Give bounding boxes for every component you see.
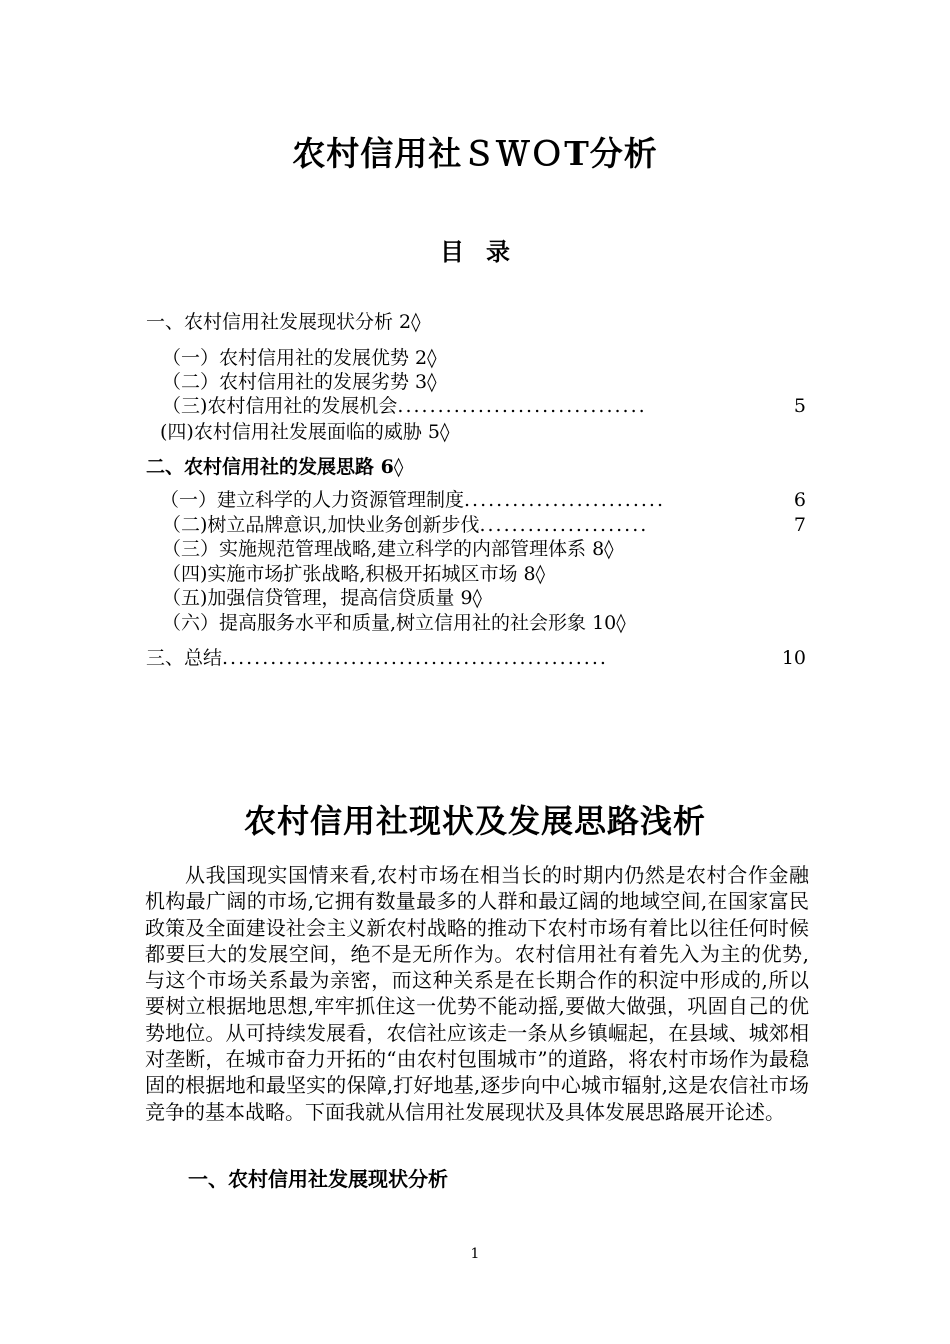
- toc-heading: 目录: [440, 237, 532, 266]
- toc-entry[interactable]: [162, 586, 482, 610]
- toc-entry[interactable]: [162, 537, 614, 561]
- toc-entry-mark: ◊: [472, 587, 482, 609]
- subsection-heading: 一、农村信用社发展现状分析: [188, 1167, 448, 1191]
- toc-page-number: 6: [793, 489, 806, 511]
- toc-entry-mark: ◊: [604, 538, 614, 560]
- toc-entry-text: （四)实施市场扩张战略,积极开拓城区市场 8: [162, 563, 536, 585]
- toc-entry[interactable]: [160, 488, 806, 512]
- toc-entry-mark: ◊: [427, 371, 437, 393]
- toc-entry-text: （三)农村信用社的发展机会: [162, 395, 398, 417]
- toc-leader-dots: .........................: [464, 489, 666, 511]
- toc-entry[interactable]: [162, 346, 437, 370]
- toc-entry-mark: ◊: [535, 563, 545, 585]
- toc-entry[interactable]: [162, 370, 437, 394]
- intro-paragraph: 从我国现实国情来看,农村市场在相当长的时期内仍然是农村合作金融机构最广阔的市场,它拥有数量最多的人群和最辽阔的地域空间,在国家富民政策及全面建设社会主义新农村战略的推动下农村市场有着比以往任何时候都要巨大的发展空间，绝不是无所作为。农村信用社有着先入为主的优势,与这个市场关系最为亲密，而这种关系是在长期合作的积淀中形成的,所以要树立根据地思想,牢牢抓住这一优势不能动摇,要做大做强，巩固自己的优势地位。从可持续发展看，农信社应该走一条从乡镇崛起，在县域、城郊相对垄断，在城市奋力开拓的“由农村包围城市”的道路，将农村市场作为最稳固的根据地和最坚实的保障,打好地基,逐步向中心城市辐射,这是农信社市场竞争的基本战略。下面我就从信用社发展现状及具体发展思路展开论述。: [145, 863, 809, 1124]
- toc-entry[interactable]: [162, 394, 806, 418]
- toc-entry-text: 二、农村信用社的发展思路 6: [146, 456, 394, 478]
- toc-page-number: 10: [781, 647, 806, 669]
- toc-entry-text: （一）建立科学的人力资源管理制度: [160, 489, 465, 511]
- toc-entry-text: （一）农村信用社的发展优势 2: [162, 347, 428, 369]
- toc-entry[interactable]: [160, 420, 449, 444]
- toc-entry-text: （二)树立品牌意识,加快业务创新步伐: [162, 514, 480, 536]
- toc-leader-dots: ...............................: [397, 395, 647, 417]
- toc-page-number: 7: [793, 514, 806, 536]
- toc-entry[interactable]: [146, 646, 806, 670]
- toc-entry-text: （五)加强信贷管理，提高信贷质量 9: [162, 587, 473, 609]
- toc-entry-text: (四)农村信用社发展面临的威胁 5: [160, 421, 440, 443]
- page-number: 1: [470, 1246, 480, 1262]
- toc-entry-text: （三）实施规范管理战略,建立科学的内部管理体系 8: [162, 538, 605, 560]
- toc-entry[interactable]: [146, 455, 403, 479]
- toc-entry-text: 三、总结: [146, 647, 223, 669]
- toc-entry[interactable]: [162, 562, 545, 586]
- toc-entry-mark: ◊: [411, 311, 421, 333]
- toc-entry-text: 一、农村信用社发展现状分析 2: [146, 311, 412, 333]
- toc-leader-dots: ................................................: [222, 647, 608, 669]
- toc-leader-dots: .....................: [479, 514, 649, 536]
- toc-entry-mark: ◊: [427, 347, 437, 369]
- toc-entry-mark: ◊: [393, 456, 404, 478]
- toc-entry-mark: ◊: [439, 421, 450, 443]
- toc-page-number: 5: [793, 395, 806, 417]
- toc-entry-mark: ◊: [616, 612, 626, 634]
- toc-entry[interactable]: [146, 310, 421, 334]
- toc-entry-text: （六）提高服务水平和质量,树立信用社的社会形象 10: [162, 612, 617, 634]
- document-title: 农村信用社ＳＷＯT分析: [292, 134, 658, 173]
- toc-entry[interactable]: [162, 513, 806, 537]
- toc-entry-text: （二）农村信用社的发展劣势 3: [162, 371, 428, 393]
- toc-entry[interactable]: [162, 611, 626, 635]
- section-title: 农村信用社现状及发展思路浅析: [243, 802, 706, 840]
